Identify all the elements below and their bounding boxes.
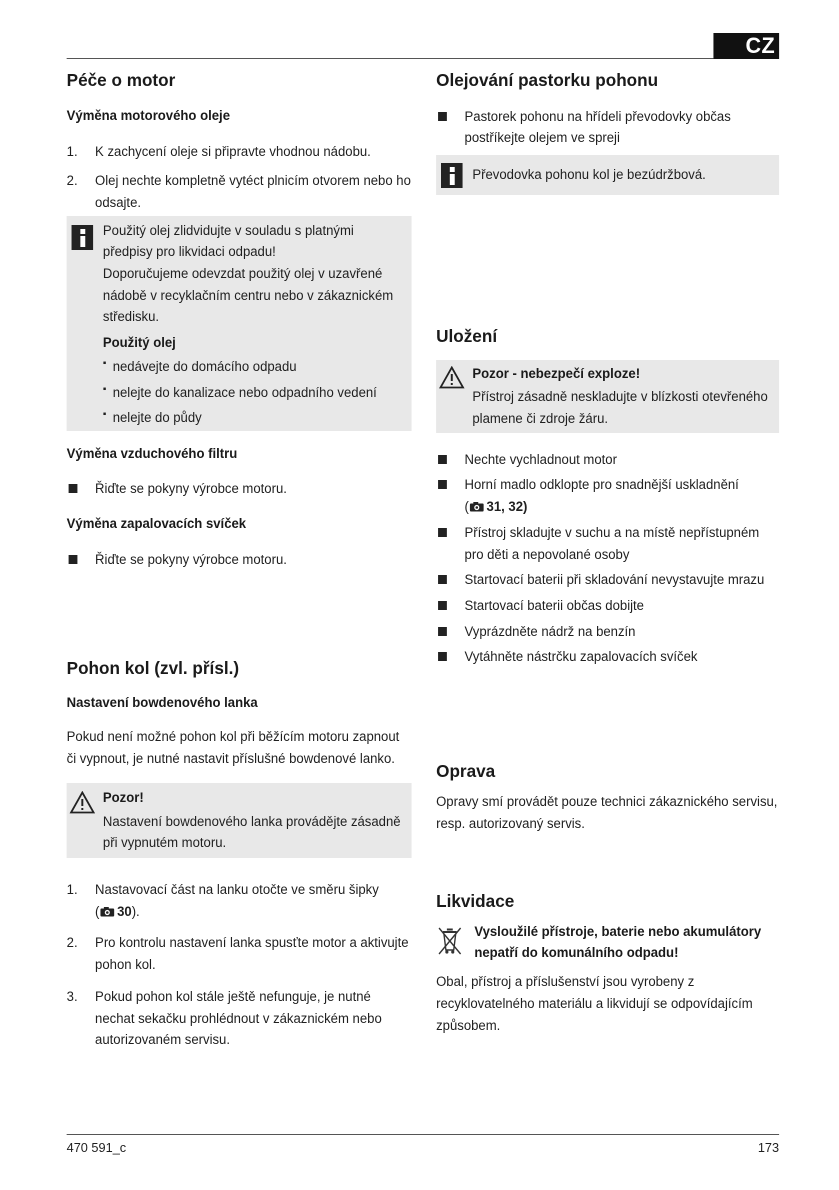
- camera-icon: [470, 502, 485, 512]
- warning-icon: [70, 791, 95, 814]
- top-rule: [67, 58, 714, 59]
- info-icon: [72, 225, 94, 250]
- disposal-text: Obal, přístroj a příslušenství jsou vyrobeny z recyklovatelného materiálu a likvidují se odpovídajícím způsobem.: [436, 974, 753, 1033]
- list-item: ▪ nelejte do kanalizace nebo odpadního vedení: [103, 382, 404, 404]
- warning-icon: [439, 366, 464, 389]
- storage-heading: Uložení: [436, 325, 498, 346]
- list-item: Přístroj skladujte v suchu a na místě nepřístupném pro děti a nepovolané osoby: [436, 522, 779, 565]
- oil-change-steps: [67, 141, 412, 214]
- list-item: Horní madlo odklopte pro snadnější uskladnění ( 31, 32): [436, 474, 779, 517]
- doc-number: 470 591_c: [66, 1140, 127, 1155]
- left-column: [67, 68, 412, 1059]
- bowden-warning-box: Pozor! Nastavení bowdenového lanka provádějte zásadně při vypnutém motoru.: [67, 783, 412, 858]
- bullet-square: [438, 575, 447, 584]
- bowden-intro: Pokud není možné pohon kol při běžícím motoru zapnout či vypnout, je nutné nastavit příslušné bowdenové lanko.: [66, 729, 400, 767]
- list-item: Vyprázdněte nádrž na benzín: [436, 621, 779, 643]
- oil-change-heading: Výměna motorového oleje: [66, 107, 230, 123]
- disposal-warning: Vysloužilé přístroje, baterie nebo akumulátory nepatří do komunálního odpadu!: [436, 922, 779, 964]
- crossed-bin-icon: [436, 924, 463, 956]
- list-item: 2. Pro kontrolu nastavení lanka spusťte motor a aktivujte pohon kol.: [66, 935, 409, 973]
- wheel-drive-heading: Pohon kol (zvl. přísl.): [66, 657, 240, 678]
- motor-care-heading: Péče o motor: [66, 70, 176, 90]
- right-column: [436, 68, 779, 1037]
- bullet-square: [438, 480, 447, 489]
- pinion-heading: Olejování pastorku pohonu: [436, 70, 659, 90]
- bullet-square: [69, 484, 78, 493]
- list-item: 1. Nastavovací část na lanku otočte ve směru šipky ( 30).: [66, 881, 379, 919]
- bowden-steps: [67, 879, 412, 1051]
- list-item: Startovací baterii občas dobijte: [436, 595, 779, 617]
- spark-plugs-heading: Výměna zapalovacích svíček: [66, 516, 247, 532]
- bullet-square: [438, 455, 447, 464]
- bullet-square: [438, 627, 447, 636]
- list-item: Startovací baterii při skladování nevystavujte mrazu: [436, 569, 779, 591]
- list-item: Vytáhněte nástrčku zapalovacích svíček: [436, 646, 779, 668]
- warning-title: Pozor!: [102, 789, 144, 805]
- list-item: Pastorek pohonu na hřídeli převodovky občas postříkejte olejem ve spreji: [436, 106, 779, 149]
- list-item: Řiďte se pokyny výrobce motoru.: [67, 549, 412, 571]
- bullet-square: [438, 601, 447, 610]
- info-icon: [441, 163, 463, 188]
- storage-list: [436, 449, 779, 668]
- used-oil-heading: Použitý olej: [102, 335, 176, 351]
- list-item: Nechte vychladnout motor: [436, 449, 779, 471]
- oil-info-box: Použitý olej zlidvidujte v souladu s platnými předpisy pro likvidaci odpadu! Doporučujeme odevzdat použitý olej v uzavřené nádobě v recyklačním centru nebo v zákaznickém středisku. Použitý olej ▪ nedávejte do domácího odpadu ▪ nelejte do kanalizace nebo odpadního vedení ▪ nelejte do půdy: [67, 216, 412, 431]
- warning-title: Pozor - nebezpečí exploze!: [472, 365, 641, 381]
- bullet-square: [438, 112, 447, 121]
- list-item: Řiďte se pokyny výrobce motoru.: [67, 478, 412, 500]
- bullet-square: [438, 528, 447, 537]
- list-item: 1. K zachycení oleje si připravte vhodnou nádobu.: [66, 143, 371, 159]
- bullet-square: [438, 652, 447, 661]
- repair-text: Opravy smí provádět pouze technici zákaznického servisu, resp. autorizovaný servis.: [436, 793, 778, 831]
- storage-warning-box: Pozor - nebezpečí exploze! Přístroj zásadně neskladujte v blízkosti otevřeného plamene či zdroje žáru.: [436, 360, 779, 433]
- repair-heading: Oprava: [436, 761, 496, 782]
- list-item: 3. Pokud pohon kol stále ještě nefunguje, je nutné nechat sekačku prohlédnout v zákaznickém nebo autorizovaném servisu.: [66, 988, 382, 1048]
- air-filter-heading: Výměna vzduchového filtru: [66, 446, 238, 462]
- disposal-heading: Likvidace: [436, 891, 515, 912]
- page-number: 173: [757, 1140, 780, 1155]
- pinion-info-box: Převodovka pohonu kol je bezúdržbová.: [436, 155, 779, 195]
- bullet-square: [69, 555, 78, 564]
- list-item: ▪ nelejte do půdy: [103, 407, 404, 429]
- camera-icon: [100, 907, 115, 917]
- bottom-rule: [67, 1134, 779, 1135]
- language-badge: CZ: [713, 33, 779, 59]
- list-item: 2. Olej nechte kompletně vytéct plnicím otvorem nebo ho odsajte.: [66, 173, 411, 210]
- list-item: ▪ nedávejte do domácího odpadu: [103, 356, 404, 378]
- bowden-heading: Nastavení bowdenového lanka: [66, 694, 258, 710]
